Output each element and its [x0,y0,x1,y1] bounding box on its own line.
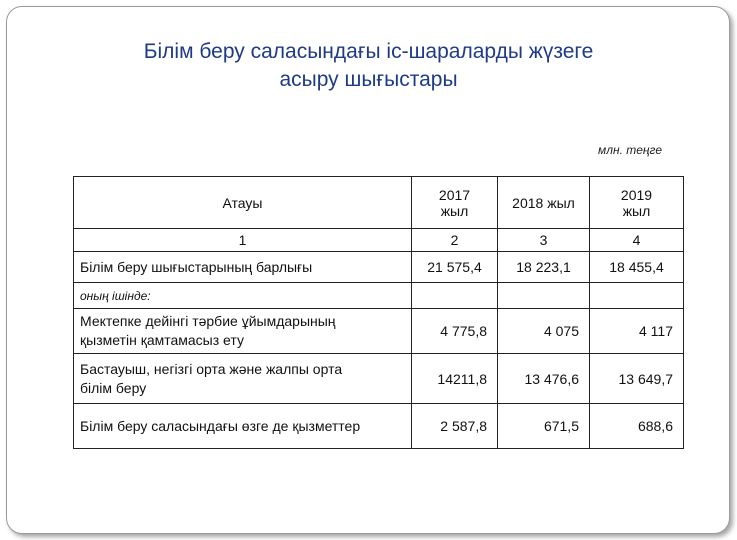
header-2017-word: жыл [440,202,469,219]
title-line-2: асыру шығыстары [279,68,458,91]
table-row [74,309,684,354]
expenses-table [73,176,684,449]
header-2019-word: жыл [622,202,651,219]
column-number-4: 4 [590,229,684,252]
column-number-3: 3 [498,229,590,252]
row-value-2018: 13 476,6 [498,354,590,404]
subheader-empty-2017 [412,283,498,309]
header-name [74,177,412,229]
row-value-2017: 14211,8 [412,354,498,404]
header-name-label: Атауы [222,194,263,211]
row-value-2019: 688,6 [590,404,684,449]
row-label-line-2: білім беру [80,379,147,396]
header-2018-label: 2018 жыл [512,194,575,211]
header-2019 [590,177,684,229]
row-label-line-1: Бастауыш, негізгі орта және жалпы орта [80,360,343,377]
table-row [74,354,684,404]
total-row [74,252,684,283]
column-number-1: 1 [74,229,412,252]
header-row [74,177,684,229]
subheader-row [74,283,684,309]
row-label-line-1: Мектепке дейінгі тәрбие ұйымдарының [80,313,336,329]
row-value-2017: 4 775,8 [412,309,498,354]
page-title [0,38,737,94]
row-value-2019: 4 117 [590,309,684,354]
header-2019-year: 2019 [620,186,653,203]
row-value-2018: 671,5 [498,404,590,449]
row-label [74,404,412,449]
unit-label: млн. теңге [598,143,662,157]
table-row [74,404,684,449]
total-2019: 18 455,4 [590,252,684,283]
row-value-2017: 2 587,8 [412,404,498,449]
row-label-line-2: қызметін қамтамасыз ету [80,332,244,348]
row-label [74,354,412,404]
total-2018: 18 223,1 [498,252,590,283]
header-2018 [498,177,590,229]
subheader-empty-2018 [498,283,590,309]
column-number-row [74,229,684,252]
total-2017: 21 575,4 [412,252,498,283]
header-2017 [412,177,498,229]
column-number-2: 2 [412,229,498,252]
title-line-1: Білім беру саласындағы іс-шараларды жүзеге [143,40,594,63]
subheader-empty-2019 [590,283,684,309]
row-label-line-1: Білім беру саласындағы өзге де қызметтер [80,417,361,434]
row-value-2019: 13 649,7 [590,354,684,404]
row-value-2018: 4 075 [498,309,590,354]
header-2017-year: 2017 [438,186,471,203]
row-label [74,309,412,354]
total-label: Білім беру шығыстарының барлығы [74,252,412,283]
subheader-label: оның ішінде: [74,283,412,309]
